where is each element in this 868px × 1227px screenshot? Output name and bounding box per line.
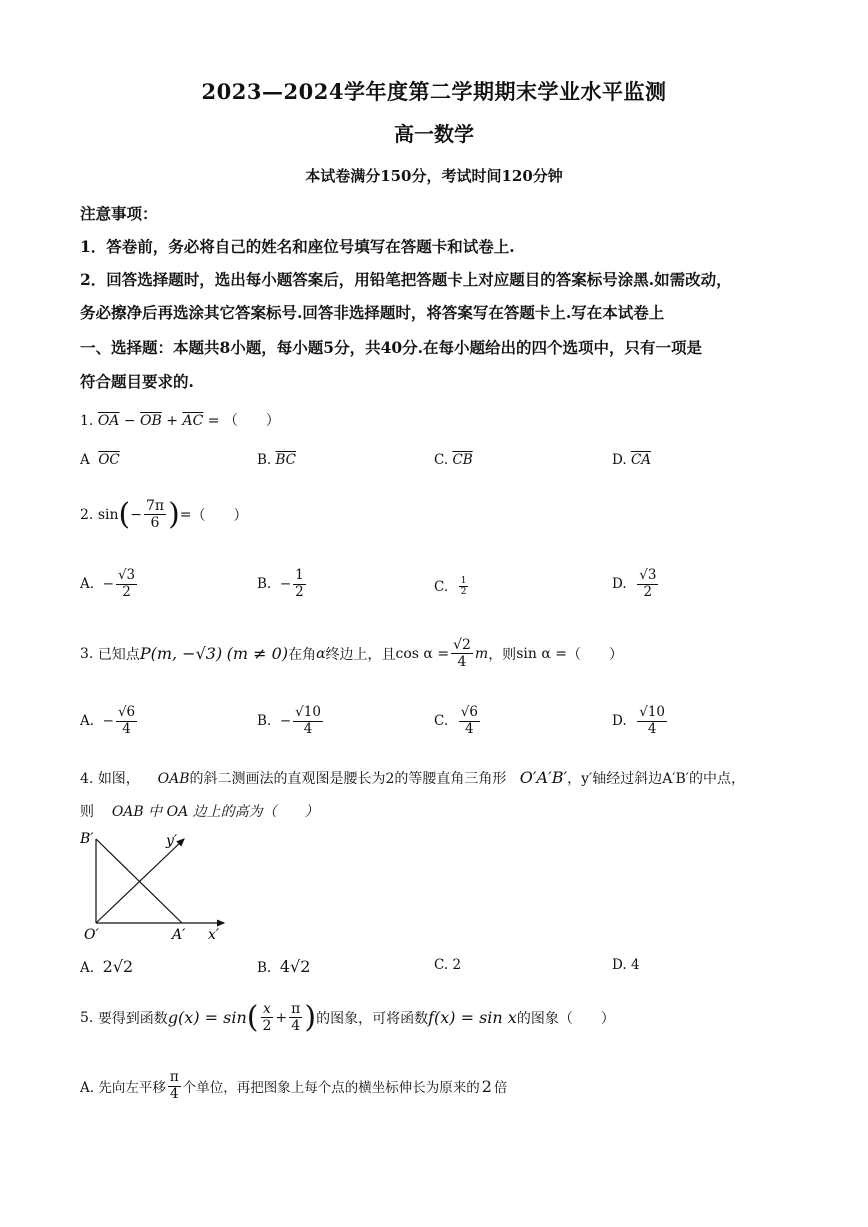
exam-subject: 高一数学 [394,122,474,146]
q4-option-c: C. 2 [434,957,462,973]
q2-option-a: A. − $\frac{√3}{2}$ [80,567,136,600]
sin-expression: sin α = [516,645,567,662]
q5-option-a: A. 先向左平移 $\frac{\pi}{4}$ 个单位，再把图象上每个点的横坐标伸长为原来的 2 倍 [80,1069,508,1102]
question-number: 5. [80,1009,94,1026]
question-4-line-1: 4. 如图， OAB的斜二测画法的直观图是腰长为2的等腰直角三角形 O′A′B′，y′轴经过斜边A′B′的中点， [80,768,745,787]
label-y: y′ [166,833,178,849]
equals-sign: = [207,413,220,429]
q4-option-b: B. 4√2 [257,957,311,976]
question-number: 4. [80,771,94,787]
q2-option-c: C. $\frac{1}{2}$ [434,576,467,598]
q3-option-b: B. − $\frac{√10}{4}$ [257,704,321,737]
q1-option-a: A $\overline{OC}$ [80,452,120,468]
notes-item-2-line-1: 2．回答选择题时，选出每小题答案后，用铅笔把答题卡上对应题目的答案标号涂黑.如需改动， [80,270,732,289]
q2-option-b: B. − $\frac{1}{2}$ [257,567,304,600]
section-heading-line-1: 一、选择题：本题共8小题，每小题5分，共40分.在每小题给出的四个选项中，只有一项是 [80,338,703,357]
notes-heading: 注意事项： [80,204,158,223]
question-number: 1. [80,413,94,429]
label-b: B′ [80,831,94,847]
g-function: g(x) = sin [167,1008,247,1027]
q3-option-d: D. $\frac{√10}{4}$ [612,704,666,737]
cos-expression: cos α = [395,645,450,662]
q1-option-b: B. $\overline{BC}$ [257,452,297,468]
exam-title: 2023—2024学年度第二学期期末学业水平监测 [201,79,667,104]
q1-option-c: C. $\overline{CB}$ [434,452,473,468]
q4-option-d: D. 4 [612,957,640,973]
q3-option-a: A. − $\frac{√6}{4}$ [80,704,136,737]
answer-blank: （ ） [566,646,623,663]
f-function: f(x) = sin x [428,1008,517,1027]
answer-blank: （ ） [223,413,280,429]
exam-info: 本试卷满分150分，考试时间120分钟 [305,167,563,185]
label-a: A′ [172,927,186,943]
oblique-triangle-figure [76,825,236,945]
question-4-line-2: 则 OAB 中 OA 边上的高为（ ） [80,804,319,820]
q2-option-d: D. $\frac{√3}{2}$ [612,567,657,600]
notes-item-1: 1．答卷前，务必将自己的姓名和座位号填写在答题卡和试卷上. [80,237,515,256]
label-o: O′ [84,927,99,943]
question-1 [80,410,280,430]
minus-sign: − [123,413,136,429]
vector-oa: $\overline{OA}$ [97,413,120,429]
section-heading-line-2: 符合题目要求的. [80,372,194,391]
question-2: 2. sin ( − $\frac{7\pi}{6}$ ) = （ ） [80,497,248,532]
question-3: 3. 已知点 P(m, −√3) (m ≠ 0) 在角 α 终边上，且 cos α = $\frac{√2}{4}$ m ，则 sin α = （ ） [80,637,623,671]
q3-option-c: C. $\frac{√6}{4}$ [434,704,478,737]
answer-blank: （ ） [191,507,248,524]
angle-fraction: $\frac{7\pi}{6}$ [145,497,165,531]
plus-sign: + [166,413,178,429]
question-5: 5. 要得到函数 g(x) = sin ( $\frac{x}{2}$ + $\frac{\pi}{4}$ ) 的图象，可将函数 f(x) = sin x 的图象（ ） [80,1000,615,1035]
negative-sign: − [130,506,142,523]
vector-ob: $\overline{OB}$ [140,413,162,429]
equals-sign: = [179,506,192,523]
q1-option-d: D. $\overline{CA}$ [612,452,652,468]
q4-option-a: A. 2√2 [80,957,134,976]
question-number: 3. [80,645,94,662]
condition: (m ≠ 0) [226,644,289,664]
label-x: x′ [208,927,220,943]
point-p: P(m, −√3) [139,644,223,664]
sin-function: sin [97,506,119,523]
alpha-symbol: α [316,645,326,662]
vector-ac: $\overline{AC}$ [182,413,204,429]
notes-item-2-line-2: 务必擦净后再选涂其它答案标号.回答非选择题时，将答案写在答题卡上.写在本试卷上 [80,303,665,322]
question-number: 2. [80,506,94,523]
